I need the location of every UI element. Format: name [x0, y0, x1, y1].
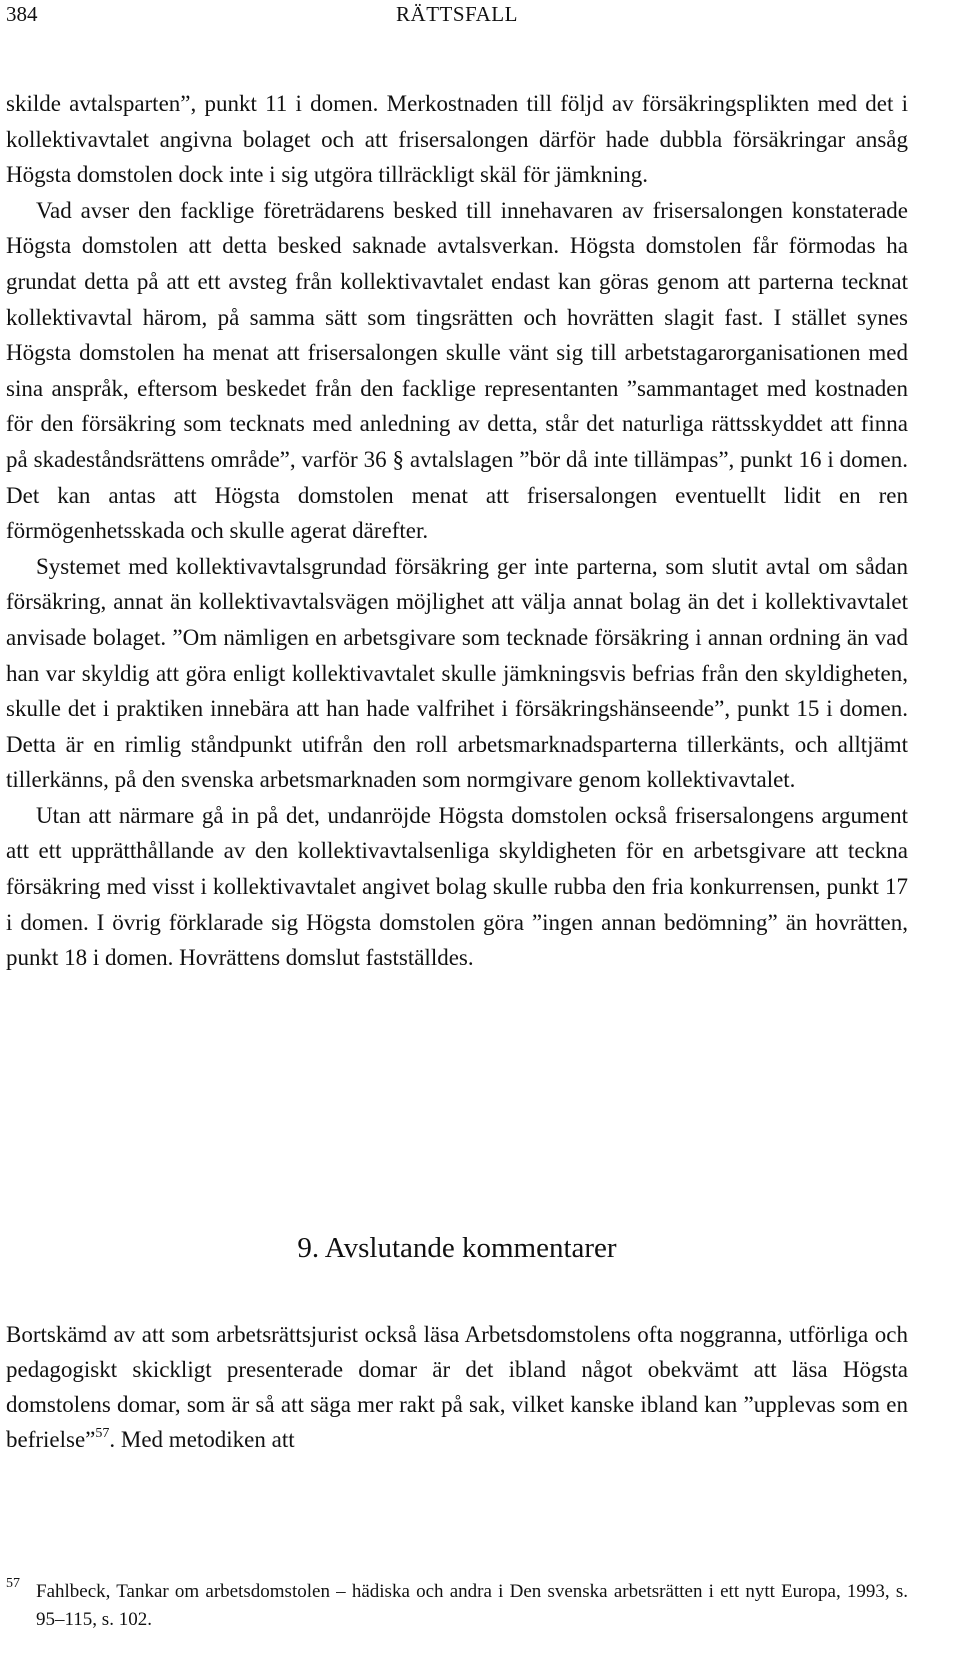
footnote-text: Fahlbeck, Tankar om arbetsdomstolen – hädiska och andra i Den svenska arbetsrätten i ett nytt Europa, 1993, s. 95–115, s. 102.	[36, 1581, 908, 1630]
paragraph	[6, 1317, 908, 1457]
page-header	[6, 2, 908, 32]
paragraph: Systemet med kollektivavtalsgrundad försäkring ger inte parterna, som slutit avtal om sådan försäkring, annat än kollektivavtalsvägen möjlighet att välja annat bolag än det i kollektivavtalet anvisade bolaget. ”Om nämligen en arbetsgivare som tecknade försäkring i annan ordning än vad han var skyldig att göra enligt kollektivavtalet skulle jämkningsvis befrias från den skyldigheten, skulle det i praktiken innebära att han hade valfrihet i försäkringshänseende”, punkt 15 i domen. Detta är en rimlig ståndpunkt utifrån den roll arbetsmarknadsparterna tillerkänts, och alltjämt tillerkänns, på den svenska arbetsmarknaden som normgivare genom kollektivavtalet.	[6, 553, 908, 793]
body-text	[6, 86, 908, 976]
closing-paragraph	[6, 1317, 908, 1457]
paragraph: Vad avser den facklige företrädarens besked till innehavaren av frisersalongen konstaterade Högsta domstolen att detta besked saknade avtalsverkan. Högsta domstolen får förmodas ha grundat detta på att ett avsteg från kollektivavtalet endast kan göras genom att parterna tecknat kollektivavtal härom, på samma sätt som tingsrätten och hovrätten slagit fast. I stället synes Högsta domstolen ha menat att frisersalongen skulle vänt sig till arbetstagarorganisationen med sina anspråk, eftersom beskedet från den facklige representanten ”sammantaget med kostnaden för den försäkring som tecknats med anledning av detta, står det naturliga rättsskyddet att finna på skadeståndsrättens område”, varför 36 § avtalslagen ”bör då inte tillämpas”, punkt 16 i domen. Det kan antas att Högsta domstolen menat att frisersalongen eventuellt lidit en ren förmögenhetsskada och skulle agerat därefter.	[6, 197, 908, 544]
paragraph: Utan att närmare gå in på det, undanröjde Högsta domstolen också frisersalongens argument att ett upprätthållande av den kollektivavtalsenliga skyldigheten för en arbetsgivare att teckna försäkring med visst i kollektivavtalet angivet bolag skulle rubba den fria konkurrensen, punkt 17 i domen. I övrig förklarade sig Högsta domstolen göra ”ingen annan bedömning” än hovrätten, punkt 18 i domen. Hovrättens domslut fastställdes.	[6, 802, 908, 971]
footnote-number: 57	[6, 1576, 20, 1591]
page-number: 384	[6, 2, 38, 26]
running-head: RÄTTSFALL	[396, 2, 518, 26]
paragraph-text-continued: . Med metodiken att	[109, 1427, 295, 1452]
paragraph-text: Bortskämd av att som arbetsrättsjurist också läsa Arbetsdomstolens ofta noggranna, utförliga och pedagogiskt skickligt presenterade domar är det ibland något obekvämt att läsa Högsta domstolens domar, som är så att säga mer rakt på sak, vilket kanske ibland kan ”upplevas som en befrielse”	[6, 1322, 908, 1452]
paragraph: skilde avtalsparten”, punkt 11 i domen. Merkostnaden till följd av försäkringsplikten med det i kollektivavtalet angivna bolaget och att frisersalongen därför hade dubbla försäkringar ansåg Högsta domstolen dock inte i sig utgöra tillräckligt skäl för jämkning.	[6, 91, 908, 188]
section-heading: 9. Avslutande kommentarer	[297, 1232, 617, 1264]
footnote-reference[interactable]: 57	[95, 1426, 110, 1441]
footnote	[6, 1578, 908, 1634]
